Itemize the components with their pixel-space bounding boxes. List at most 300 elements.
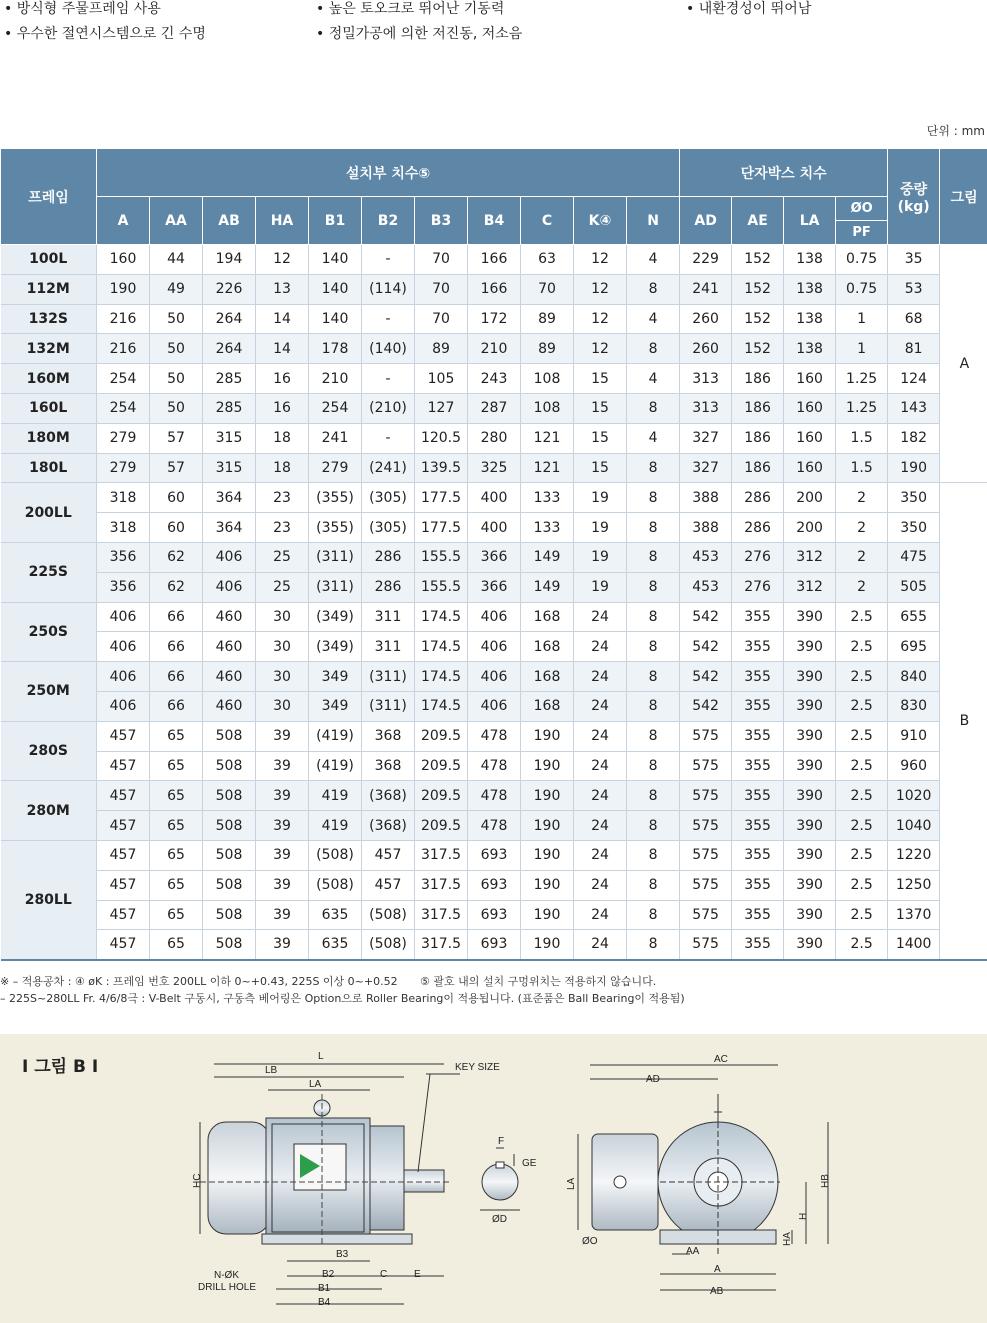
table-cell: 355 xyxy=(732,840,784,870)
table-cell: 575 xyxy=(680,930,732,960)
figure-cell: B xyxy=(940,483,987,960)
table-cell: 39 xyxy=(256,721,309,751)
table-cell: 177.5 xyxy=(415,483,468,513)
table-cell: 508 xyxy=(203,870,256,900)
dim-label: HA xyxy=(782,1232,793,1246)
frame-cell: 180M xyxy=(1,423,97,453)
table-cell: 695 xyxy=(888,632,940,662)
table-cell: 693 xyxy=(468,840,521,870)
table-cell: 317.5 xyxy=(415,840,468,870)
table-cell: 8 xyxy=(627,453,680,483)
table-cell: 19 xyxy=(574,513,627,543)
table-cell: 138 xyxy=(784,304,836,334)
dim-label: LA xyxy=(566,1177,577,1190)
table-cell: 14 xyxy=(256,334,309,364)
table-cell: 120.5 xyxy=(415,423,468,453)
table-row xyxy=(1,364,987,394)
frame-cell: 160M xyxy=(1,364,97,394)
table-cell: 8 xyxy=(627,602,680,632)
table-cell: (355) xyxy=(309,483,362,513)
table-cell: 286 xyxy=(732,483,784,513)
table-cell: 12 xyxy=(574,304,627,334)
table-cell: 186 xyxy=(732,453,784,483)
table-cell: (355) xyxy=(309,513,362,543)
frame-cell: 280S xyxy=(1,721,97,781)
table-cell: 174.5 xyxy=(415,602,468,632)
table-cell: 138 xyxy=(784,274,836,304)
table-row xyxy=(1,572,987,602)
table-cell: 388 xyxy=(680,513,732,543)
table-cell: 35 xyxy=(888,245,940,275)
table-cell: 190 xyxy=(521,870,574,900)
table-cell: 133 xyxy=(521,483,574,513)
table-cell: 390 xyxy=(784,662,836,692)
table-cell: 508 xyxy=(203,781,256,811)
table-cell: 24 xyxy=(574,900,627,930)
frame-cell: 112M xyxy=(1,274,97,304)
table-cell: 186 xyxy=(732,393,784,423)
table-cell: 25 xyxy=(256,542,309,572)
table-cell: 174.5 xyxy=(415,662,468,692)
feature-item: • 내환경성이 뛰어남 xyxy=(686,1,812,17)
col-header: HA xyxy=(256,197,309,245)
col-header: AA xyxy=(150,197,203,245)
feature-item: • 정밀가공에 의한 저진동, 저소음 xyxy=(316,26,523,42)
table-cell: 457 xyxy=(97,900,150,930)
table-cell: 65 xyxy=(150,930,203,960)
table-row xyxy=(1,662,987,692)
table-cell: 105 xyxy=(415,364,468,394)
table-cell: 168 xyxy=(521,662,574,692)
dim-label: A xyxy=(714,1264,721,1275)
table-cell: 2.5 xyxy=(836,811,888,841)
table-cell: 8 xyxy=(627,662,680,692)
table-cell: 2.5 xyxy=(836,751,888,781)
table-cell: (210) xyxy=(362,393,415,423)
table-cell: 327 xyxy=(680,423,732,453)
table-cell: 24 xyxy=(574,930,627,960)
table-cell: 24 xyxy=(574,840,627,870)
table-cell: 12 xyxy=(574,245,627,275)
frame-cell: 225S xyxy=(1,542,97,602)
table-cell: 419 xyxy=(309,781,362,811)
table-cell: 243 xyxy=(468,364,521,394)
table-cell: 355 xyxy=(732,632,784,662)
table-cell: 286 xyxy=(362,542,415,572)
table-cell: 155.5 xyxy=(415,572,468,602)
table-cell: 366 xyxy=(468,572,521,602)
table-cell: 575 xyxy=(680,900,732,930)
table-cell: 390 xyxy=(784,870,836,900)
table-cell: 124 xyxy=(888,364,940,394)
table-cell: 635 xyxy=(309,900,362,930)
table-cell: 108 xyxy=(521,364,574,394)
table-cell: 508 xyxy=(203,930,256,960)
table-cell: 693 xyxy=(468,930,521,960)
table-cell: 315 xyxy=(203,453,256,483)
table-cell: 2.5 xyxy=(836,900,888,930)
table-cell: 241 xyxy=(309,423,362,453)
table-cell: 575 xyxy=(680,870,732,900)
table-cell: 356 xyxy=(97,542,150,572)
table-cell: 542 xyxy=(680,632,732,662)
table-cell: 4 xyxy=(627,364,680,394)
note-line: – 225S~280LL Fr. 4/6/8극 : V-Belt 구동시, 구동측 베어링은 Option으로 Roller Bearing이 적용됩니다. (표준품은 Ball Bearing이 적용됨) xyxy=(0,992,685,1005)
frame-cell: 280M xyxy=(1,781,97,841)
table-cell: 460 xyxy=(203,632,256,662)
col-header-split-top: ØO xyxy=(836,197,888,221)
table-cell: 190 xyxy=(521,930,574,960)
col-header: B1 xyxy=(309,197,362,245)
table-cell: 508 xyxy=(203,721,256,751)
spec-table-body xyxy=(1,245,987,960)
table-cell: 2.5 xyxy=(836,870,888,900)
table-cell: 390 xyxy=(784,751,836,781)
motor-drawing xyxy=(0,1034,987,1323)
table-cell: 241 xyxy=(680,274,732,304)
table-cell: 63 xyxy=(521,245,574,275)
table-cell: (305) xyxy=(362,483,415,513)
table-cell: 89 xyxy=(521,304,574,334)
table-cell: 1040 xyxy=(888,811,940,841)
table-cell: 190 xyxy=(888,453,940,483)
table-cell: 355 xyxy=(732,870,784,900)
table-cell: 575 xyxy=(680,811,732,841)
table-cell: 168 xyxy=(521,602,574,632)
table-cell: 15 xyxy=(574,423,627,453)
table-cell: 89 xyxy=(415,334,468,364)
dim-label: HB xyxy=(820,1174,831,1188)
table-cell: 457 xyxy=(97,811,150,841)
table-cell: 400 xyxy=(468,483,521,513)
table-cell: 8 xyxy=(627,840,680,870)
table-cell: 8 xyxy=(627,721,680,751)
table-cell: - xyxy=(362,364,415,394)
table-cell: 1250 xyxy=(888,870,940,900)
table-cell: 327 xyxy=(680,453,732,483)
dim-label: L xyxy=(318,1051,324,1062)
frame-cell: 250M xyxy=(1,662,97,722)
frame-cell: 250S xyxy=(1,602,97,662)
table-cell: 16 xyxy=(256,393,309,423)
table-cell: 276 xyxy=(732,572,784,602)
table-cell: 4 xyxy=(627,423,680,453)
table-cell: 216 xyxy=(97,334,150,364)
table-cell: 166 xyxy=(468,245,521,275)
table-cell: 8 xyxy=(627,274,680,304)
table-cell: 286 xyxy=(362,572,415,602)
feature-item: • 높은 토오크로 뛰어난 기동력 xyxy=(316,1,505,17)
table-cell: 8 xyxy=(627,751,680,781)
table-row xyxy=(1,721,987,751)
table-cell: 8 xyxy=(627,632,680,662)
table-cell: 8 xyxy=(627,781,680,811)
table-cell: 65 xyxy=(150,900,203,930)
table-row xyxy=(1,274,987,304)
table-cell: 457 xyxy=(97,721,150,751)
table-cell: 209.5 xyxy=(415,721,468,751)
table-cell: 8 xyxy=(627,334,680,364)
table-cell: 457 xyxy=(97,870,150,900)
table-cell: 200 xyxy=(784,513,836,543)
table-cell: 15 xyxy=(574,364,627,394)
table-cell: 190 xyxy=(97,274,150,304)
table-cell: (305) xyxy=(362,513,415,543)
table-cell: 50 xyxy=(150,393,203,423)
table-cell: 8 xyxy=(627,811,680,841)
table-cell: 575 xyxy=(680,840,732,870)
table-cell: 254 xyxy=(97,364,150,394)
table-cell: 313 xyxy=(680,364,732,394)
table-cell: 65 xyxy=(150,751,203,781)
dim-label: HC xyxy=(192,1173,203,1188)
table-cell: 355 xyxy=(732,900,784,930)
dim-label: E xyxy=(414,1269,421,1280)
table-cell: 66 xyxy=(150,662,203,692)
table-cell: 190 xyxy=(521,900,574,930)
table-row xyxy=(1,781,987,811)
table-cell: 57 xyxy=(150,453,203,483)
frame-cell: 200LL xyxy=(1,483,97,543)
dim-label: F xyxy=(498,1136,505,1147)
table-row xyxy=(1,602,987,632)
table-cell: 390 xyxy=(784,811,836,841)
dim-label: AB xyxy=(710,1286,724,1297)
table-cell: 475 xyxy=(888,542,940,572)
table-cell: 177.5 xyxy=(415,513,468,543)
table-cell: 254 xyxy=(309,393,362,423)
table-cell: 39 xyxy=(256,900,309,930)
table-cell: 2.5 xyxy=(836,662,888,692)
table-row xyxy=(1,840,987,870)
table-cell: 70 xyxy=(415,245,468,275)
dim-label: ØD xyxy=(492,1214,507,1225)
table-cell: 280 xyxy=(468,423,521,453)
frame-cell: 100L xyxy=(1,245,97,275)
table-cell: (368) xyxy=(362,811,415,841)
table-cell: 460 xyxy=(203,602,256,632)
table-cell: 65 xyxy=(150,781,203,811)
table-cell: 53 xyxy=(888,274,940,304)
table-cell: 390 xyxy=(784,900,836,930)
feature-list xyxy=(0,0,987,50)
dim-label: AA xyxy=(686,1246,700,1257)
table-cell: 8 xyxy=(627,542,680,572)
table-cell: 8 xyxy=(627,900,680,930)
table-cell: 460 xyxy=(203,662,256,692)
table-cell: 2.5 xyxy=(836,602,888,632)
table-cell: 2.5 xyxy=(836,781,888,811)
frame-cell: 132S xyxy=(1,304,97,334)
table-cell: 2.5 xyxy=(836,632,888,662)
table-cell: 366 xyxy=(468,542,521,572)
table-cell: 152 xyxy=(732,304,784,334)
table-cell: 960 xyxy=(888,751,940,781)
table-cell: 24 xyxy=(574,751,627,781)
table-cell: 1 xyxy=(836,334,888,364)
table-cell: 355 xyxy=(732,662,784,692)
table-cell: 60 xyxy=(150,483,203,513)
table-cell: 406 xyxy=(468,691,521,721)
table-cell: 840 xyxy=(888,662,940,692)
table-cell: 186 xyxy=(732,364,784,394)
dim-label: DRILL HOLE xyxy=(198,1282,256,1293)
table-cell: 50 xyxy=(150,364,203,394)
table-cell: 39 xyxy=(256,751,309,781)
table-cell: 70 xyxy=(521,274,574,304)
table-cell: 693 xyxy=(468,870,521,900)
dim-label: C xyxy=(380,1269,388,1280)
table-cell: 140 xyxy=(309,304,362,334)
table-cell: 149 xyxy=(521,572,574,602)
table-cell: 8 xyxy=(627,393,680,423)
dim-label: ØO xyxy=(582,1236,598,1247)
table-cell: 133 xyxy=(521,513,574,543)
table-cell: (508) xyxy=(362,930,415,960)
table-cell: 317.5 xyxy=(415,900,468,930)
table-cell: 1.5 xyxy=(836,453,888,483)
table-cell: 172 xyxy=(468,304,521,334)
figure-cell: A xyxy=(940,245,987,483)
table-cell: 19 xyxy=(574,483,627,513)
table-cell: 174.5 xyxy=(415,632,468,662)
table-cell: 152 xyxy=(732,245,784,275)
table-cell: 315 xyxy=(203,423,256,453)
shaft-section-shape xyxy=(482,1164,518,1200)
table-cell: 254 xyxy=(97,393,150,423)
table-cell: 279 xyxy=(97,453,150,483)
col-header: AE xyxy=(732,197,784,245)
frame-cell: 160L xyxy=(1,393,97,423)
table-cell: 30 xyxy=(256,632,309,662)
table-cell: 313 xyxy=(680,393,732,423)
table-cell: 66 xyxy=(150,632,203,662)
table-cell: 419 xyxy=(309,811,362,841)
table-cell: 70 xyxy=(415,304,468,334)
table-cell: 62 xyxy=(150,542,203,572)
table-cell: 364 xyxy=(203,513,256,543)
table-cell: 24 xyxy=(574,632,627,662)
note-line: ※ – 적용공차 : ④ øK : 프레임 번호 200LL 이하 0~+0.43, 225S 이상 0~+0.52 xyxy=(0,975,398,988)
table-row xyxy=(1,691,987,721)
table-cell: 2 xyxy=(836,513,888,543)
table-row xyxy=(1,393,987,423)
table-cell: (311) xyxy=(309,572,362,602)
table-cell: 406 xyxy=(97,662,150,692)
table-cell: 457 xyxy=(362,870,415,900)
table-cell: 390 xyxy=(784,930,836,960)
table-cell: 0.75 xyxy=(836,245,888,275)
table-cell: 14 xyxy=(256,304,309,334)
table-cell: 24 xyxy=(574,691,627,721)
table-cell: (349) xyxy=(309,632,362,662)
table-cell: 168 xyxy=(521,632,574,662)
table-cell: 287 xyxy=(468,393,521,423)
foot-shape xyxy=(262,1234,412,1244)
table-cell: 317.5 xyxy=(415,870,468,900)
table-cell: 406 xyxy=(468,632,521,662)
table-cell: 390 xyxy=(784,632,836,662)
table-cell: 39 xyxy=(256,930,309,960)
table-cell: 70 xyxy=(415,274,468,304)
table-cell: 457 xyxy=(97,781,150,811)
table-cell: 160 xyxy=(784,364,836,394)
table-cell: (140) xyxy=(362,334,415,364)
table-cell: 19 xyxy=(574,572,627,602)
table-cell: 62 xyxy=(150,572,203,602)
table-cell: 140 xyxy=(309,245,362,275)
table-cell: 350 xyxy=(888,513,940,543)
table-cell: 12 xyxy=(256,245,309,275)
frame-cell: 180L xyxy=(1,453,97,483)
table-cell: - xyxy=(362,245,415,275)
col-header: B4 xyxy=(468,197,521,245)
col-header: AB xyxy=(203,197,256,245)
table-cell: 190 xyxy=(521,751,574,781)
dim-label: AD xyxy=(646,1074,660,1085)
table-cell: 24 xyxy=(574,602,627,632)
table-cell: 406 xyxy=(468,662,521,692)
table-cell: 406 xyxy=(97,632,150,662)
dim-label: GE xyxy=(522,1158,537,1169)
table-cell: (508) xyxy=(362,900,415,930)
table-cell: 478 xyxy=(468,811,521,841)
table-cell: 508 xyxy=(203,900,256,930)
table-cell: 209.5 xyxy=(415,811,468,841)
table-cell: 186 xyxy=(732,423,784,453)
table-cell: 81 xyxy=(888,334,940,364)
table-cell: 66 xyxy=(150,691,203,721)
table-cell: 312 xyxy=(784,542,836,572)
table-cell: 311 xyxy=(362,632,415,662)
table-cell: 15 xyxy=(574,453,627,483)
table-cell: 8 xyxy=(627,483,680,513)
table-cell: 4 xyxy=(627,304,680,334)
table-cell: 18 xyxy=(256,423,309,453)
table-cell: 24 xyxy=(574,662,627,692)
table-cell: 0.75 xyxy=(836,274,888,304)
table-cell: 4 xyxy=(627,245,680,275)
table-row xyxy=(1,423,987,453)
table-cell: 39 xyxy=(256,870,309,900)
table-cell: 12 xyxy=(574,274,627,304)
table-cell: 166 xyxy=(468,274,521,304)
table-cell: 1370 xyxy=(888,900,940,930)
table-cell: 209.5 xyxy=(415,751,468,781)
table-cell: 13 xyxy=(256,274,309,304)
table-cell: 190 xyxy=(521,781,574,811)
table-cell: 478 xyxy=(468,781,521,811)
table-cell: 1.25 xyxy=(836,393,888,423)
table-row xyxy=(1,245,987,275)
frame-cell: 132M xyxy=(1,334,97,364)
shaft-section xyxy=(480,1148,520,1210)
table-cell: 355 xyxy=(732,602,784,632)
table-cell: 168 xyxy=(521,691,574,721)
table-cell: 285 xyxy=(203,393,256,423)
table-cell: 279 xyxy=(97,423,150,453)
table-cell: 325 xyxy=(468,453,521,483)
table-cell: (311) xyxy=(362,662,415,692)
table-cell: 68 xyxy=(888,304,940,334)
table-cell: 8 xyxy=(627,572,680,602)
table-cell: 60 xyxy=(150,513,203,543)
table-cell: 182 xyxy=(888,423,940,453)
table-cell: 355 xyxy=(732,930,784,960)
table-cell: 390 xyxy=(784,691,836,721)
table-row xyxy=(1,334,987,364)
table-cell: 508 xyxy=(203,751,256,781)
